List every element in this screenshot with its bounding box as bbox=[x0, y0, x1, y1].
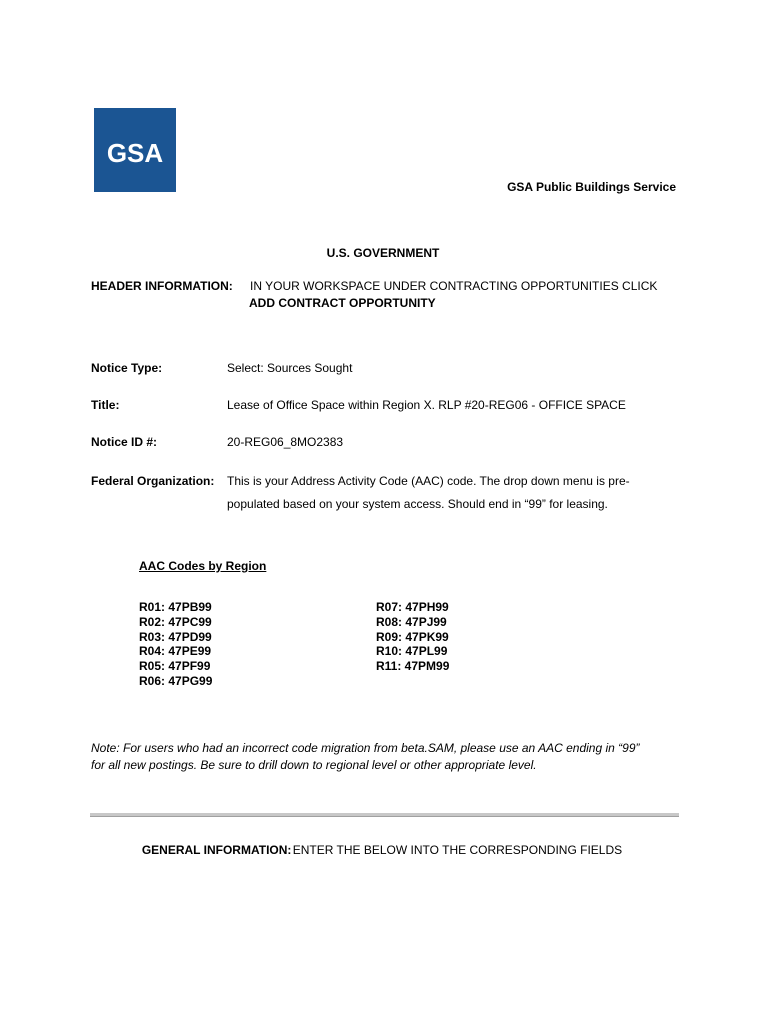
aac-codes-title: AAC Codes by Region bbox=[139, 559, 267, 573]
general-information-text: ENTER THE BELOW INTO THE CORRESPONDING FIELDS bbox=[292, 843, 623, 857]
aac-code: R06: 47PG99 bbox=[139, 673, 213, 688]
migration-note-line2: for all new postings. Be sure to drill down to regional level or other appropriate level. bbox=[91, 758, 537, 772]
general-information-line bbox=[142, 843, 624, 857]
government-heading bbox=[0, 246, 770, 260]
header-information-action: ADD CONTRACT OPPORTUNITY bbox=[249, 296, 436, 310]
notice-type-label: Notice Type: bbox=[91, 361, 163, 375]
section-divider bbox=[90, 813, 679, 817]
aac-code: R11: 47PM99 bbox=[376, 659, 450, 674]
aac-code: R04: 47PE99 bbox=[139, 644, 212, 659]
header-information-text: IN YOUR WORKSPACE UNDER CONTRACTING OPPORTUNITIES CLICK bbox=[250, 279, 658, 293]
aac-code: R09: 47PK99 bbox=[376, 629, 449, 644]
notice-id-value: 20-REG06_8MO2383 bbox=[227, 435, 344, 449]
federal-organization-value-line2: populated based on your system access. Should end in “99” for leasing. bbox=[227, 497, 608, 511]
service-name: GSA Public Buildings Service bbox=[507, 180, 676, 194]
aac-code: R08: 47PJ99 bbox=[376, 614, 447, 629]
logo-text: GSA bbox=[106, 138, 164, 168]
gsa-logo bbox=[94, 108, 176, 192]
government-heading-text: U.S. GOVERNMENT bbox=[326, 246, 440, 260]
gsa-logo-graphic bbox=[94, 108, 176, 192]
aac-code: R02: 47PC99 bbox=[139, 614, 212, 629]
notice-id-label: Notice ID #: bbox=[91, 435, 158, 449]
federal-organization-value-line1: This is your Address Activity Code (AAC) code. The drop down menu is pre- bbox=[227, 474, 630, 488]
migration-note-line1: Note: For users who had an incorrect code migration from beta.SAM, please use an AAC ending in “99” bbox=[91, 741, 640, 755]
general-information bbox=[0, 843, 770, 857]
aac-code: R01: 47PB99 bbox=[139, 600, 212, 614]
aac-codes-left-column bbox=[139, 600, 212, 689]
aac-code: R07: 47PH99 bbox=[376, 600, 449, 614]
federal-organization-label: Federal Organization: bbox=[91, 474, 215, 488]
aac-codes-right-column bbox=[376, 600, 449, 674]
notice-type-value: Select: Sources Sought bbox=[227, 361, 353, 375]
title-label: Title: bbox=[91, 398, 120, 412]
aac-code: R03: 47PD99 bbox=[139, 629, 212, 644]
title-value: Lease of Office Space within Region X. RLP #20-REG06 - OFFICE SPACE bbox=[227, 398, 626, 412]
general-information-label: GENERAL INFORMATION: bbox=[141, 843, 292, 857]
migration-note bbox=[91, 740, 691, 774]
header-information-label: HEADER INFORMATION: bbox=[91, 279, 233, 293]
aac-code: R05: 47PF99 bbox=[139, 659, 211, 674]
aac-code: R10: 47PL99 bbox=[376, 644, 448, 659]
